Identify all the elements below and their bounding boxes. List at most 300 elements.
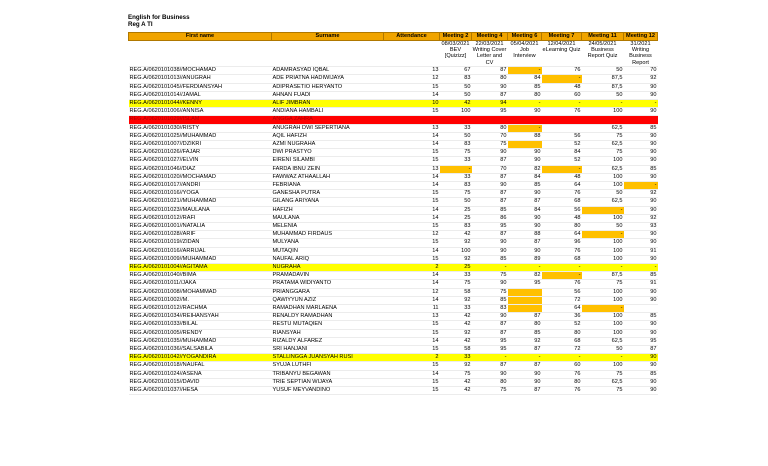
student-first-name: REG.A/0620101016//YOGA bbox=[129, 190, 272, 198]
student-first-name: REG.A/0620101018//NAUFAL bbox=[129, 362, 272, 370]
meeting-7-score: 84 bbox=[542, 149, 582, 157]
meeting-4-score: 90 bbox=[472, 280, 508, 288]
meeting-6-score: 84 bbox=[508, 173, 542, 181]
table-row bbox=[129, 378, 658, 386]
meeting-4-score: 90 bbox=[472, 83, 508, 91]
attendance-cell: 13 bbox=[384, 165, 440, 173]
attendance-cell: 15 bbox=[384, 83, 440, 91]
meeting-2-score: 42 bbox=[440, 99, 472, 107]
meeting-6-score bbox=[508, 305, 542, 313]
table-row bbox=[129, 173, 658, 181]
meeting-11-score: 62,5 bbox=[582, 198, 624, 206]
table-row bbox=[129, 116, 658, 124]
meeting-6-score: 90 bbox=[508, 378, 542, 386]
student-surname: ANGGA ZAHRA bbox=[272, 116, 384, 124]
student-first-name: REG.A/0620101040//BIMA bbox=[129, 272, 272, 280]
student-first-name: REG.A/0620101004//AGITAMA bbox=[129, 264, 272, 272]
meeting-12-score: 90 bbox=[624, 296, 658, 304]
meeting-6-score: - bbox=[508, 124, 542, 132]
meeting-4-score: 83 bbox=[472, 305, 508, 313]
col-meeting-6: Meeting 6 bbox=[508, 33, 542, 41]
meeting-11-score: 75 bbox=[582, 149, 624, 157]
meeting-2-score: 83 bbox=[440, 181, 472, 189]
attendance-cell: 15 bbox=[384, 157, 440, 165]
meeting-6-score: 90 bbox=[508, 370, 542, 378]
meeting-4-score: 80 bbox=[472, 124, 508, 132]
table-row bbox=[129, 313, 658, 321]
student-first-name: REG.A/0620101006//ANNISA bbox=[129, 108, 272, 116]
attendance-cell: 15 bbox=[384, 321, 440, 329]
meeting-7-score: 76 bbox=[542, 280, 582, 288]
meeting-7-score: - bbox=[542, 165, 582, 173]
meeting-6-score: 90 bbox=[508, 149, 542, 157]
student-surname: QAWIYYUN AZIZ bbox=[272, 296, 384, 304]
attendance-cell: 14 bbox=[384, 132, 440, 140]
meeting-2-score: 33 bbox=[440, 173, 472, 181]
table-row bbox=[129, 165, 658, 173]
meeting-12-score: 90 bbox=[624, 108, 658, 116]
table-row bbox=[129, 108, 658, 116]
meeting-2-info bbox=[440, 40, 472, 67]
meeting-7-score: 76 bbox=[542, 370, 582, 378]
student-first-name: REG.A/0620101028//ARIF bbox=[129, 231, 272, 239]
meeting-12-score: 90 bbox=[624, 354, 658, 362]
meeting-12-score: 90 bbox=[624, 132, 658, 140]
meeting-11-desc: Business Report Quiz bbox=[587, 46, 618, 60]
student-first-name: REG.A/0620101027//ELVIN bbox=[129, 157, 272, 165]
student-surname: MUHAMMAD FIRDAUS bbox=[272, 231, 384, 239]
student-surname: RIANSYAH bbox=[272, 329, 384, 337]
student-first-name: REG.A/0620101046//DIAZ bbox=[129, 165, 272, 173]
meeting-6-score: 87 bbox=[508, 198, 542, 206]
meeting-7-score: 76 bbox=[542, 387, 582, 395]
meeting-7-score: 80 bbox=[542, 329, 582, 337]
attendance-cell: 15 bbox=[384, 329, 440, 337]
meeting-11-score: 62,5 bbox=[582, 140, 624, 148]
student-first-name: REG.A/0620101037//HESA bbox=[129, 387, 272, 395]
student-surname: RIZALDY ALFAREZ bbox=[272, 337, 384, 345]
meeting-4-score: 95 bbox=[472, 108, 508, 116]
student-first-name: REG.A/0620101013//ANUGRAH bbox=[129, 75, 272, 83]
student-surname: DWI PRASTYO bbox=[272, 149, 384, 157]
attendance-cell: 15 bbox=[384, 239, 440, 247]
table-row bbox=[129, 157, 658, 165]
student-first-name: REG.A/0620101001//NATALIA bbox=[129, 222, 272, 230]
table-row bbox=[129, 354, 658, 362]
student-surname: RENALDY RAMADHAN bbox=[272, 313, 384, 321]
meeting-2-score: 25 bbox=[440, 264, 472, 272]
meeting-4-score: - bbox=[472, 354, 508, 362]
meeting-6-score bbox=[508, 288, 542, 296]
meeting-2-score: 33 bbox=[440, 157, 472, 165]
meeting-11-score: 62,5 bbox=[582, 378, 624, 386]
col-first-name: First name bbox=[129, 33, 272, 41]
student-first-name: REG.A/0620101025//MUHAMMAD bbox=[129, 132, 272, 140]
student-first-name: REG.A/0620101042//YOGANDIRA bbox=[129, 354, 272, 362]
student-surname: ADIPRASETIO HERYANTO bbox=[272, 83, 384, 91]
meeting-6-score bbox=[508, 116, 542, 124]
meeting-11-score: 87,5 bbox=[582, 75, 624, 83]
meeting-4-score: 87 bbox=[472, 157, 508, 165]
meeting-7-score: 60 bbox=[542, 362, 582, 370]
meeting-4-score: 87 bbox=[472, 67, 508, 75]
attendance-cell bbox=[384, 116, 440, 124]
meeting-11-score: 50 bbox=[582, 67, 624, 75]
meeting-7-score: 48 bbox=[542, 173, 582, 181]
meeting-2-score: 75 bbox=[440, 370, 472, 378]
table-row bbox=[129, 198, 658, 206]
meeting-7-score: 60 bbox=[542, 91, 582, 99]
meeting-7-score: 48 bbox=[542, 214, 582, 222]
meeting-6-score: 90 bbox=[508, 222, 542, 230]
meeting-4-score: 85 bbox=[472, 255, 508, 263]
meeting-2-score: 75 bbox=[440, 190, 472, 198]
meeting-11-score: - bbox=[582, 99, 624, 107]
attendance-cell: 12 bbox=[384, 231, 440, 239]
table-row bbox=[129, 181, 658, 189]
meeting-12-score: 70 bbox=[624, 67, 658, 75]
student-first-name: REG.A/0620101017//ANDRI bbox=[129, 181, 272, 189]
student-first-name: REG.A/0620101014//JAMAL bbox=[129, 91, 272, 99]
meeting-2-score: 33 bbox=[440, 124, 472, 132]
meeting-2-score: 83 bbox=[440, 140, 472, 148]
attendance-cell: 14 bbox=[384, 370, 440, 378]
table-row bbox=[129, 346, 658, 354]
meeting-4-score: 75 bbox=[472, 288, 508, 296]
meeting-6-score: 87 bbox=[508, 362, 542, 370]
meeting-6-score: 92 bbox=[508, 337, 542, 345]
meeting-6-score: 88 bbox=[508, 231, 542, 239]
meeting-6-score: 80 bbox=[508, 91, 542, 99]
attendance-cell: 14 bbox=[384, 173, 440, 181]
attendance-cell: 15 bbox=[384, 346, 440, 354]
meeting-6-score: 85 bbox=[508, 181, 542, 189]
student-first-name: REG.A/0620101005//RENDY bbox=[129, 329, 272, 337]
attendance-cell: 14 bbox=[384, 337, 440, 345]
meeting-4-score: 70 bbox=[472, 132, 508, 140]
meeting-12-score: 90 bbox=[624, 239, 658, 247]
meeting-4-score: 75 bbox=[472, 140, 508, 148]
student-first-name: REG.A/0620101036//SALSABILA bbox=[129, 346, 272, 354]
meeting-7-score: - bbox=[542, 264, 582, 272]
attendance-cell: 14 bbox=[384, 140, 440, 148]
student-first-name: REG.A/0620101030//RISTY bbox=[129, 124, 272, 132]
subheader-row bbox=[129, 40, 658, 67]
meeting-11-score: 50 bbox=[582, 346, 624, 354]
student-surname: AHNAN FUADI bbox=[272, 91, 384, 99]
sheet-title: English for Business bbox=[128, 14, 190, 21]
meeting-7-score: 56 bbox=[542, 288, 582, 296]
attendance-cell: 14 bbox=[384, 214, 440, 222]
col-meeting-11: Meeting 11 bbox=[582, 33, 624, 41]
meeting-7-score: 72 bbox=[542, 296, 582, 304]
meeting-11-date: 24/05/2021 bbox=[588, 40, 617, 47]
meeting-2-score: 50 bbox=[440, 132, 472, 140]
meeting-4-score: 87 bbox=[472, 321, 508, 329]
attendance-cell: 14 bbox=[384, 181, 440, 189]
meeting-2-score: 42 bbox=[440, 337, 472, 345]
meeting-2-score: 42 bbox=[440, 378, 472, 386]
meeting-12-desc: Writing Business Report bbox=[629, 46, 652, 66]
meeting-4-score: 70 bbox=[472, 165, 508, 173]
meeting-11-score: 75 bbox=[582, 387, 624, 395]
student-surname: FARDA IBNU ZEIN bbox=[272, 165, 384, 173]
meeting-11-info bbox=[582, 40, 624, 67]
meeting-6-score: 84 bbox=[508, 206, 542, 214]
col-meeting-4: Meeting 4 bbox=[472, 33, 508, 41]
meeting-12-score: 90 bbox=[624, 378, 658, 386]
meeting-2-score: 42 bbox=[440, 313, 472, 321]
meeting-2-score: 75 bbox=[440, 280, 472, 288]
table-row bbox=[129, 222, 658, 230]
student-first-name: REG.A/0620101019//ZIDAN bbox=[129, 239, 272, 247]
meeting-2-score: 25 bbox=[440, 206, 472, 214]
meeting-6-score: - bbox=[508, 264, 542, 272]
meeting-6-info bbox=[508, 40, 542, 67]
table-row bbox=[129, 67, 658, 75]
grades-body bbox=[129, 67, 658, 395]
table-row bbox=[129, 280, 658, 288]
table-row bbox=[129, 264, 658, 272]
attendance-cell: 13 bbox=[384, 124, 440, 132]
meeting-7-desc: eLearning Quiz bbox=[542, 46, 581, 53]
col-surname: Surname bbox=[272, 33, 384, 41]
meeting-7-info bbox=[542, 40, 582, 67]
attendance-cell: 15 bbox=[384, 222, 440, 230]
meeting-11-score: 100 bbox=[582, 247, 624, 255]
meeting-4-score: 95 bbox=[472, 346, 508, 354]
meeting-6-score: 88 bbox=[508, 132, 542, 140]
meeting-11-score: - bbox=[582, 354, 624, 362]
meeting-6-score: 87 bbox=[508, 239, 542, 247]
meeting-7-score: - bbox=[542, 272, 582, 280]
meeting-11-score: 75 bbox=[582, 132, 624, 140]
attendance-cell: 15 bbox=[384, 255, 440, 263]
student-surname: PRIANGGARA bbox=[272, 288, 384, 296]
meeting-6-score: 87 bbox=[508, 387, 542, 395]
sheet-subtitle: Reg A TI bbox=[128, 21, 153, 28]
meeting-11-score: 75 bbox=[582, 280, 624, 288]
table-row bbox=[129, 370, 658, 378]
meeting-12-score: 85 bbox=[624, 370, 658, 378]
table-row bbox=[129, 149, 658, 157]
student-first-name: REG.A/0620101015//DAVID bbox=[129, 378, 272, 386]
table-row bbox=[129, 140, 658, 148]
attendance-cell: 12 bbox=[384, 75, 440, 83]
meeting-6-score: 90 bbox=[508, 190, 542, 198]
meeting-2-score: - bbox=[440, 165, 472, 173]
meeting-12-score: - bbox=[624, 264, 658, 272]
meeting-6-score: 90 bbox=[508, 157, 542, 165]
student-surname: PRAMADAVIN bbox=[272, 272, 384, 280]
meeting-11-score: 87,5 bbox=[582, 272, 624, 280]
table-row bbox=[129, 387, 658, 395]
header-row bbox=[129, 33, 658, 41]
meeting-4-score: 90 bbox=[472, 313, 508, 321]
student-first-name: REG.A/0620101016//ARRIJAL bbox=[129, 247, 272, 255]
meeting-12-score: 90 bbox=[624, 321, 658, 329]
table-row bbox=[129, 99, 658, 107]
meeting-6-date: 05/04/2021 bbox=[510, 40, 539, 47]
meeting-2-score: 33 bbox=[440, 305, 472, 313]
meeting-12-score: 91 bbox=[624, 280, 658, 288]
meeting-4-score: 80 bbox=[472, 378, 508, 386]
student-surname: NUGRAHA bbox=[272, 264, 384, 272]
meeting-12-score: 85 bbox=[624, 165, 658, 173]
meeting-11-score: 100 bbox=[582, 362, 624, 370]
meeting-4-score: 90 bbox=[472, 149, 508, 157]
meeting-12-date: 31/2021 bbox=[630, 40, 651, 47]
meeting-4-score: 94 bbox=[472, 99, 508, 107]
table-row bbox=[129, 239, 658, 247]
meeting-11-score: 100 bbox=[582, 157, 624, 165]
student-first-name: REG.A/0620101024//ASENA bbox=[129, 370, 272, 378]
meeting-6-score: - bbox=[508, 67, 542, 75]
table-row bbox=[129, 190, 658, 198]
meeting-11-score: 62,5 bbox=[582, 124, 624, 132]
meeting-7-score: 68 bbox=[542, 198, 582, 206]
meeting-11-score: 75 bbox=[582, 370, 624, 378]
student-first-name: REG.A/0620101029//ISLAM bbox=[129, 116, 272, 124]
student-first-name: REG.A/0620101012//RAFI bbox=[129, 214, 272, 222]
meeting-2-score: 42 bbox=[440, 231, 472, 239]
student-first-name: REG.A/0620101002//M. bbox=[129, 296, 272, 304]
meeting-2-score: 92 bbox=[440, 296, 472, 304]
meeting-2-score: 100 bbox=[440, 108, 472, 116]
meeting-12-score: 90 bbox=[624, 149, 658, 157]
meeting-11-score: 100 bbox=[582, 255, 624, 263]
meeting-12-info bbox=[624, 40, 658, 67]
student-surname: AZMI NUGRAHA bbox=[272, 140, 384, 148]
student-surname: MUTAQIN bbox=[272, 247, 384, 255]
student-first-name: REG.A/0620101044//KENNY bbox=[129, 99, 272, 107]
meeting-4-score: 95 bbox=[472, 337, 508, 345]
table-row bbox=[129, 231, 658, 239]
meeting-6-score: 85 bbox=[508, 329, 542, 337]
student-first-name: REG.A/0620101008//MOHAMMAD bbox=[129, 288, 272, 296]
meeting-7-score: 64 bbox=[542, 181, 582, 189]
student-surname: YUSUF MEYVANDINO bbox=[272, 387, 384, 395]
student-surname: EIRENI SILAMBI bbox=[272, 157, 384, 165]
meeting-12-score: 90 bbox=[624, 91, 658, 99]
meeting-2-score: 42 bbox=[440, 387, 472, 395]
attendance-cell: 2 bbox=[384, 264, 440, 272]
meeting-7-score bbox=[542, 116, 582, 124]
spreadsheet bbox=[128, 14, 658, 395]
table-row bbox=[129, 255, 658, 263]
table-row bbox=[129, 132, 658, 140]
meeting-11-score: 100 bbox=[582, 214, 624, 222]
attendance-cell: 10 bbox=[384, 99, 440, 107]
meeting-11-score: 87,5 bbox=[582, 83, 624, 91]
meeting-11-score: 62,5 bbox=[582, 165, 624, 173]
student-first-name: REG.A/0620101033//BILAL bbox=[129, 321, 272, 329]
student-first-name: REG.A/0620101020//MOCHAMAD bbox=[129, 173, 272, 181]
meeting-4-score: 87 bbox=[472, 198, 508, 206]
student-first-name: REG.A/0620101045//FERDIANSYAH bbox=[129, 83, 272, 91]
meeting-7-score bbox=[542, 124, 582, 132]
meeting-7-score: 52 bbox=[542, 140, 582, 148]
student-surname: MULYANA bbox=[272, 239, 384, 247]
student-surname: HAFIZH bbox=[272, 206, 384, 214]
meeting-4-score bbox=[472, 116, 508, 124]
attendance-cell: 14 bbox=[384, 247, 440, 255]
attendance-cell: 13 bbox=[384, 313, 440, 321]
meeting-4-score: 90 bbox=[472, 181, 508, 189]
meeting-7-score: 36 bbox=[542, 313, 582, 321]
col-meeting-2: Meeting 2 bbox=[440, 33, 472, 41]
meeting-6-score: 87 bbox=[508, 346, 542, 354]
meeting-2-score: 67 bbox=[440, 67, 472, 75]
attendance-cell: 15 bbox=[384, 362, 440, 370]
meeting-4-score: 85 bbox=[472, 206, 508, 214]
meeting-2-score: 33 bbox=[440, 272, 472, 280]
meeting-2-score: 33 bbox=[440, 354, 472, 362]
student-surname: NAUFAL ARIQ bbox=[272, 255, 384, 263]
meeting-2-score: 83 bbox=[440, 222, 472, 230]
attendance-cell: 15 bbox=[384, 378, 440, 386]
meeting-12-score: 90 bbox=[624, 198, 658, 206]
col-meeting-12: Meeting 12 bbox=[624, 33, 658, 41]
meeting-12-score: 90 bbox=[624, 173, 658, 181]
meeting-4-score: 86 bbox=[472, 214, 508, 222]
meeting-11-score: 100 bbox=[582, 313, 624, 321]
meeting-7-score: 76 bbox=[542, 247, 582, 255]
meeting-11-score: 50 bbox=[582, 91, 624, 99]
attendance-cell: 14 bbox=[384, 296, 440, 304]
attendance-cell: 15 bbox=[384, 149, 440, 157]
meeting-7-score: 64 bbox=[542, 231, 582, 239]
student-surname: ANDIANA HAMBALI bbox=[272, 108, 384, 116]
meeting-12-score: 92 bbox=[624, 214, 658, 222]
meeting-12-score: 91 bbox=[624, 247, 658, 255]
meeting-11-score: 100 bbox=[582, 321, 624, 329]
meeting-6-score bbox=[508, 296, 542, 304]
meeting-11-score: - bbox=[582, 305, 624, 313]
student-surname: PRATAMA WIDIYANTO bbox=[272, 280, 384, 288]
meeting-11-score: 100 bbox=[582, 173, 624, 181]
attendance-cell: 12 bbox=[384, 288, 440, 296]
meeting-4-score: 87 bbox=[472, 231, 508, 239]
meeting-12-score: 85 bbox=[624, 124, 658, 132]
meeting-11-score: 50 bbox=[582, 222, 624, 230]
meeting-2-desc: BEV [Quizizz] bbox=[444, 46, 467, 60]
meeting-2-score: 92 bbox=[440, 239, 472, 247]
meeting-4-desc: Writing Cover Letter and CV bbox=[472, 46, 507, 66]
meeting-12-score: 90 bbox=[624, 231, 658, 239]
meeting-7-date: 12/04/2021 bbox=[547, 40, 576, 47]
table-row bbox=[129, 321, 658, 329]
meeting-2-score: 50 bbox=[440, 198, 472, 206]
attendance-cell: 15 bbox=[384, 108, 440, 116]
student-surname: STALLINGGA JUANSYAH RUSI bbox=[272, 354, 384, 362]
meeting-7-score: 52 bbox=[542, 321, 582, 329]
table-row bbox=[129, 75, 658, 83]
meeting-6-score: 82 bbox=[508, 272, 542, 280]
meeting-6-score: 82 bbox=[508, 165, 542, 173]
meeting-6-score: 90 bbox=[508, 108, 542, 116]
meeting-4-score: 85 bbox=[472, 296, 508, 304]
table-row bbox=[129, 206, 658, 214]
meeting-2-date: 08/03/2021 bbox=[441, 40, 470, 47]
meeting-12-score: 85 bbox=[624, 313, 658, 321]
meeting-4-score: 80 bbox=[472, 75, 508, 83]
meeting-12-score: 93 bbox=[624, 222, 658, 230]
meeting-6-desc: Job Interview bbox=[513, 46, 536, 60]
student-first-name: REG.A/0620101007//DZIKRI bbox=[129, 140, 272, 148]
meeting-11-score: 100 bbox=[582, 288, 624, 296]
meeting-4-score: 87 bbox=[472, 329, 508, 337]
